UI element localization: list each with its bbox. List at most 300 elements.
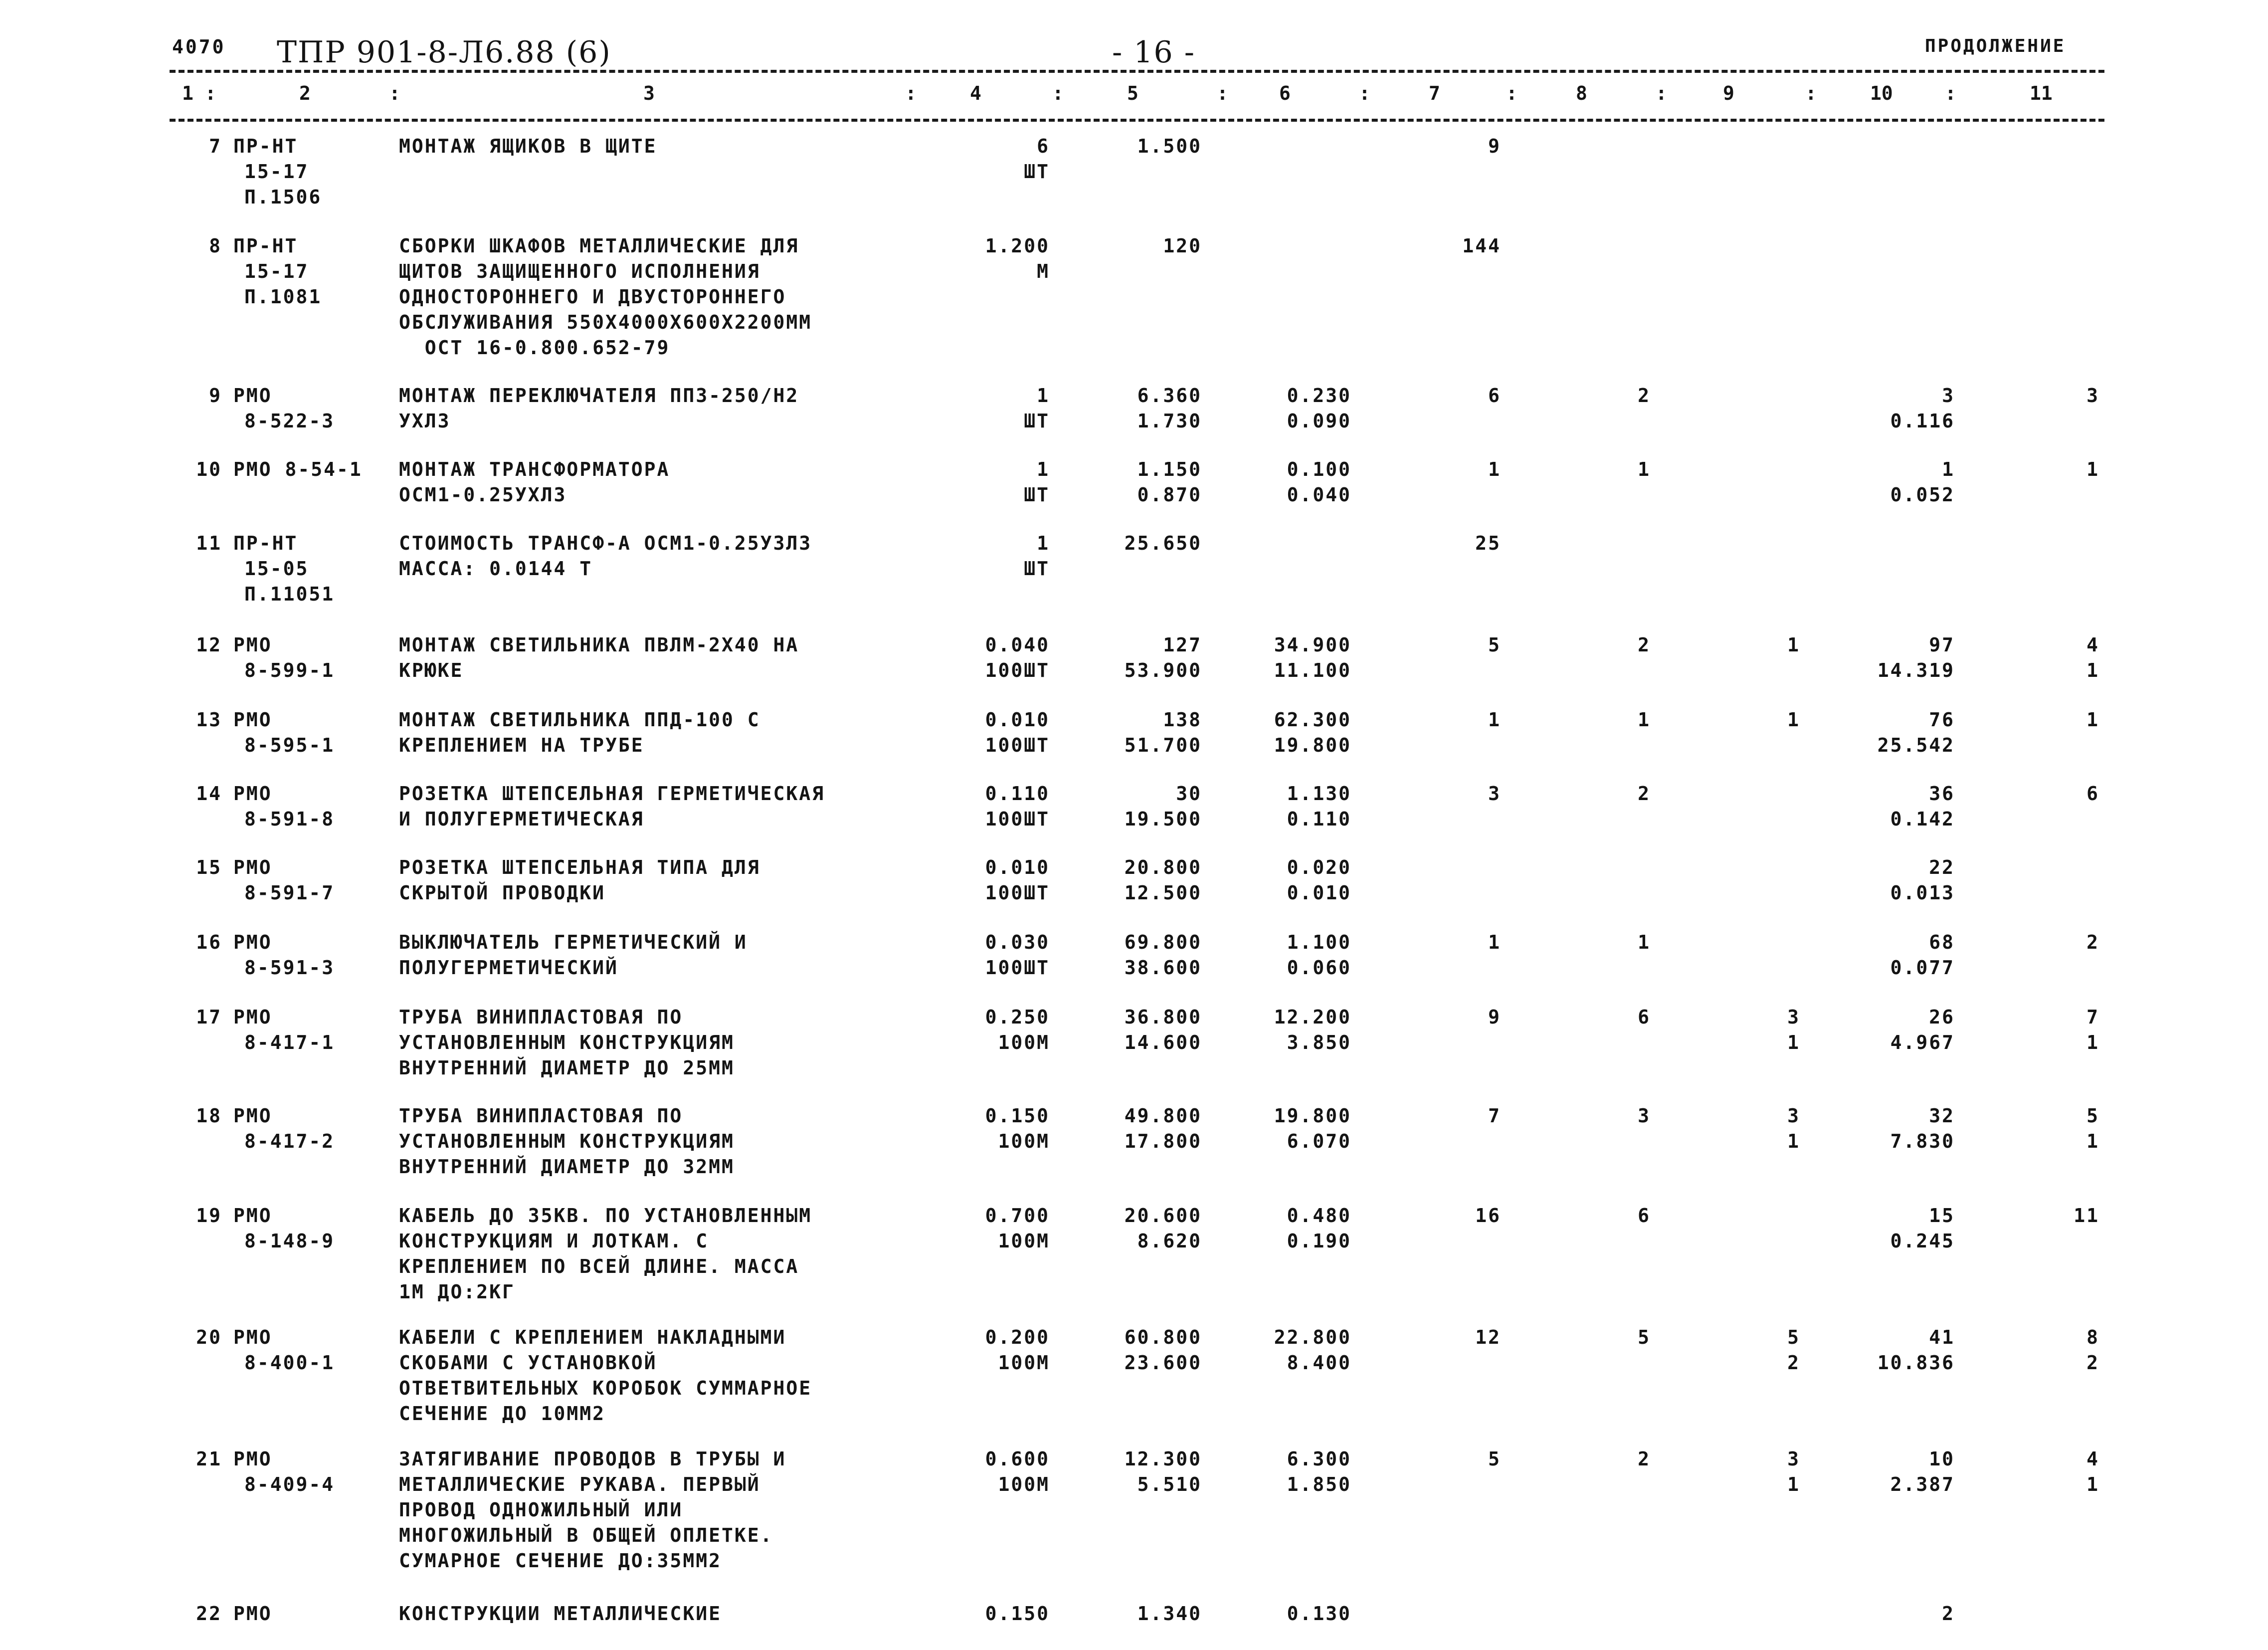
work-description — [399, 1325, 812, 1427]
col5-value-line: 127 — [1163, 634, 1202, 656]
work-description — [399, 134, 657, 159]
col5-value — [1125, 781, 1202, 832]
col6-value-line: 8.400 — [1287, 1352, 1351, 1374]
col8-value — [1638, 632, 1651, 658]
col6-value — [1287, 457, 1351, 508]
col6-value — [1287, 781, 1351, 832]
col6-value — [1287, 1446, 1351, 1497]
col8-value-line: 1 — [1638, 709, 1651, 731]
col5-value-line: 69.800 — [1124, 931, 1202, 953]
quantity-line: 100М — [998, 1130, 1050, 1152]
quantity — [985, 1203, 1050, 1254]
work-description — [399, 233, 812, 361]
col10-value-line: 97 — [1929, 634, 1955, 656]
column-header-9: 6 — [1279, 82, 1291, 104]
col5-value — [1125, 1325, 1202, 1376]
col5-value-line: 1.730 — [1137, 410, 1202, 432]
col10-value-line: 0.077 — [1890, 957, 1955, 979]
col5-value-line: 60.800 — [1124, 1326, 1202, 1348]
col8-value — [1638, 1005, 1651, 1030]
norm-code-line: РМО — [233, 1006, 272, 1028]
norm-code — [233, 632, 335, 683]
col7-value — [1488, 134, 1501, 159]
col5-value-line: 51.700 — [1124, 734, 1202, 756]
work-description-line: МОНТАЖ ТРАНСФОРМАТОРА — [399, 458, 670, 480]
col6-value — [1274, 1325, 1351, 1376]
header-rule-top — [170, 70, 2104, 73]
col5-value-line: 6.360 — [1137, 385, 1202, 407]
quantity — [1024, 457, 1050, 508]
work-description-line: ОСМ1-0.25УХЛ3 — [399, 484, 567, 506]
work-description-line: МОНТАЖ ПЕРЕКЛЮЧАТЕЛЯ ПП3-250/Н2 — [399, 385, 799, 407]
work-description — [399, 531, 812, 582]
col8-value-line: 2 — [1638, 634, 1651, 656]
norm-code-line: РМО — [233, 1326, 272, 1348]
work-description-line: КРЮКЕ — [399, 659, 464, 681]
col6-value — [1287, 1203, 1351, 1254]
col9-value-line: 2 — [1787, 1352, 1800, 1374]
col9-value — [1787, 1325, 1800, 1376]
col9-value — [1787, 1103, 1800, 1154]
quantity — [985, 930, 1050, 981]
quantity-line: 1.200 — [985, 235, 1050, 257]
col9-value — [1787, 632, 1800, 658]
work-description-line: ЩИТОВ ЗАЩИЩЕННОГО ИСПОЛНЕНИЯ — [399, 260, 760, 282]
work-description — [399, 930, 748, 981]
work-description — [399, 855, 760, 906]
row-number: 18 — [196, 1105, 222, 1127]
norm-code-line: П.1506 — [244, 186, 322, 208]
norm-code-line: 8-595-1 — [244, 734, 335, 756]
col7-value-line: 5 — [1488, 1448, 1501, 1470]
col6-value-line: 12.200 — [1274, 1006, 1351, 1028]
col7-value-line: 1 — [1488, 709, 1501, 731]
col10-value-line: 25.542 — [1877, 734, 1955, 756]
page-number: - 16 - — [1112, 35, 1196, 70]
column-header-14: : — [1656, 82, 1667, 104]
norm-code — [233, 457, 363, 482]
row-number: 19 — [196, 1205, 222, 1227]
quantity-line: 1 — [1037, 458, 1050, 480]
row-number: 8 — [209, 235, 222, 257]
norm-code — [233, 134, 322, 210]
col8-value — [1638, 707, 1651, 733]
work-description-line: КОНСТРУКЦИЯМ И ЛОТКАМ. С — [399, 1230, 709, 1252]
row-number: 20 — [196, 1326, 222, 1348]
col9-value-line: 1 — [1787, 1031, 1800, 1053]
norm-code-line: РМО — [233, 1603, 272, 1625]
norm-code-line: РМО 8-54-1 — [233, 458, 363, 480]
column-header-10: : — [1359, 82, 1370, 104]
col5-value — [1137, 457, 1202, 508]
norm-code-line: 8-591-8 — [244, 808, 335, 830]
col10-value-line: 15 — [1929, 1205, 1955, 1227]
col5-value-line: 23.600 — [1124, 1352, 1202, 1374]
col10-value-line: 0.142 — [1890, 808, 1955, 830]
col7-value — [1488, 632, 1501, 658]
col7-value-line: 5 — [1488, 634, 1501, 656]
norm-code-line: РМО — [233, 1205, 272, 1227]
column-header-13: 8 — [1576, 82, 1587, 104]
col6-value — [1287, 855, 1351, 906]
quantity-line: 0.700 — [985, 1205, 1050, 1227]
col10-value-line: 3 — [1942, 385, 1955, 407]
norm-code-line: 8-599-1 — [244, 659, 335, 681]
col8-value — [1638, 781, 1651, 807]
col7-value-line: 3 — [1488, 783, 1501, 805]
column-header-17: 10 — [1870, 82, 1893, 104]
norm-code — [233, 531, 335, 607]
norm-code — [233, 707, 335, 758]
column-header-0: 1 : — [182, 82, 216, 104]
col7-value-line: 1 — [1488, 458, 1501, 480]
col11-value — [2086, 781, 2099, 807]
work-description-line: 1М ДО:2КГ — [399, 1281, 515, 1303]
quantity — [985, 1446, 1050, 1497]
quantity-line: 0.040 — [985, 634, 1050, 656]
col9-value — [1787, 707, 1800, 733]
work-description-line: МОНТАЖ ЯЩИКОВ В ЩИТЕ — [399, 135, 657, 157]
col6-value-line: 22.800 — [1274, 1326, 1351, 1348]
col5-value-line: 12.500 — [1124, 882, 1202, 904]
col10-value — [1890, 457, 1955, 508]
col10-value-line: 32 — [1929, 1105, 1955, 1127]
col10-value-line: 68 — [1929, 931, 1955, 953]
norm-code-line: РМО — [233, 783, 272, 805]
quantity — [985, 855, 1050, 906]
quantity-line: М — [1037, 260, 1050, 282]
work-description-line: ВНУТРЕННИЙ ДИАМЕТР ДО 32ММ — [399, 1156, 735, 1178]
quantity-line: 100М — [998, 1473, 1050, 1495]
col11-value — [2086, 1446, 2099, 1497]
row-number: 17 — [196, 1006, 222, 1028]
col11-value-line: 1 — [2086, 458, 2099, 480]
column-header-3: 3 — [643, 82, 655, 104]
col6-value-line: 1.100 — [1287, 931, 1351, 953]
quantity-line: 0.250 — [985, 1006, 1050, 1028]
col11-value — [2086, 707, 2099, 733]
row-number: 14 — [196, 783, 222, 805]
col5-value-line: 120 — [1163, 235, 1202, 257]
norm-code — [233, 233, 322, 310]
col6-value-line: 1.130 — [1287, 783, 1351, 805]
col9-value-line: 5 — [1787, 1326, 1800, 1348]
quantity — [985, 781, 1050, 832]
quantity-line: 0.150 — [985, 1603, 1050, 1625]
col11-value-line: 2 — [2086, 931, 2099, 953]
col5-value-line: 1.150 — [1137, 458, 1202, 480]
col6-value-line: 0.110 — [1287, 808, 1351, 830]
col7-value — [1488, 457, 1501, 482]
col7-value-line: 7 — [1488, 1105, 1501, 1127]
col5-value — [1125, 1103, 1202, 1154]
col5-value-line: 20.800 — [1124, 856, 1202, 878]
col6-value-line: 0.130 — [1287, 1603, 1351, 1625]
quantity — [985, 632, 1050, 683]
work-description — [399, 1005, 735, 1081]
work-description-line: ВНУТРЕННИЙ ДИАМЕТР ДО 25ММ — [399, 1057, 735, 1079]
col6-value — [1274, 632, 1351, 683]
norm-code-line: 8-400-1 — [244, 1352, 335, 1374]
col5-value-line: 8.620 — [1137, 1230, 1202, 1252]
norm-code-line: П.1081 — [244, 286, 322, 308]
col5-value — [1125, 632, 1202, 683]
norm-code-line: РМО — [233, 1105, 272, 1127]
col5-value-line: 38.600 — [1124, 957, 1202, 979]
col10-value — [1878, 1325, 1955, 1376]
col10-value — [1890, 1446, 1955, 1497]
col6-value-line: 0.230 — [1287, 385, 1351, 407]
col10-value — [1890, 855, 1955, 906]
col7-value-line: 1 — [1488, 931, 1501, 953]
quantity-line: 0.150 — [985, 1105, 1050, 1127]
col5-value-line: 20.600 — [1124, 1205, 1202, 1227]
col9-value — [1787, 1446, 1800, 1497]
col7-value-line: 9 — [1488, 1006, 1501, 1028]
col10-value-line: 0.116 — [1890, 410, 1955, 432]
col7-value — [1488, 930, 1501, 955]
work-description-line: ЗАТЯГИВАНИЕ ПРОВОДОВ В ТРУБЫ И — [399, 1448, 786, 1470]
col11-value-line: 4 — [2086, 1448, 2099, 1470]
quantity-line: 100ШТ — [985, 659, 1050, 681]
col8-value — [1638, 1325, 1651, 1350]
col5-value — [1125, 855, 1202, 906]
quantity — [1024, 531, 1050, 582]
col11-value-line: 11 — [2074, 1205, 2099, 1227]
quantity-line: 0.200 — [985, 1326, 1050, 1348]
column-header-8: : — [1217, 82, 1228, 104]
quantity — [985, 1325, 1050, 1376]
col11-value — [2086, 1325, 2099, 1376]
header-rule-bottom — [170, 119, 2104, 122]
col6-value-line: 0.480 — [1287, 1205, 1351, 1227]
norm-code — [233, 781, 335, 832]
column-header-12: : — [1506, 82, 1517, 104]
work-description-line: РОЗЕТКА ШТЕПСЕЛЬНАЯ ГЕРМЕТИЧЕСКАЯ — [399, 783, 825, 805]
col11-value-line: 4 — [2086, 634, 2099, 656]
col10-value-line: 36 — [1929, 783, 1955, 805]
col5-value-line: 17.800 — [1124, 1130, 1202, 1152]
col5-value-line: 1.500 — [1137, 135, 1202, 157]
col10-value-line: 0.052 — [1890, 484, 1955, 506]
col7-value — [1462, 233, 1501, 259]
col11-value-line: 1 — [2086, 709, 2099, 731]
work-description-line: ОСТ 16-0.800.652-79 — [399, 337, 670, 359]
work-description — [399, 1601, 722, 1627]
col7-value — [1475, 1203, 1501, 1229]
col10-value-line: 0.013 — [1890, 882, 1955, 904]
work-description-line: УСТАНОВЛЕННЫМ КОНСТРУКЦИЯМ — [399, 1130, 735, 1152]
col9-value — [1787, 1005, 1800, 1055]
col6-value-line: 11.100 — [1274, 659, 1351, 681]
col5-value-line: 30 — [1176, 783, 1202, 805]
norm-code-line: ПР-НТ — [233, 235, 298, 257]
col5-value-line: 12.300 — [1124, 1448, 1202, 1470]
col5-value — [1137, 383, 1202, 434]
col9-value-line: 1 — [1787, 709, 1800, 731]
norm-code — [233, 1203, 335, 1254]
col5-value — [1137, 134, 1202, 159]
col8-value — [1638, 383, 1651, 409]
col6-value-line: 19.800 — [1274, 734, 1351, 756]
norm-code-line: П.11051 — [244, 583, 335, 605]
col5-value — [1125, 707, 1202, 758]
work-description-line: ТРУБА ВИНИПЛАСТОВАЯ ПО — [399, 1006, 683, 1028]
col11-value — [2074, 1203, 2099, 1229]
work-description-line: МОНТАЖ СВЕТИЛЬНИКА ПВЛМ-2Х40 НА — [399, 634, 799, 656]
quantity-line: 100ШТ — [985, 957, 1050, 979]
col5-value — [1125, 1005, 1202, 1055]
column-header-5: 4 — [970, 82, 981, 104]
col10-value — [1890, 1005, 1955, 1055]
work-description-line: МЕТАЛЛИЧЕСКИЕ РУКАВА. ПЕРВЫЙ — [399, 1473, 760, 1495]
col10-value-line: 10.836 — [1877, 1352, 1955, 1374]
row-number: 11 — [196, 532, 222, 554]
col7-value-line: 25 — [1475, 532, 1501, 554]
quantity-line: 100М — [998, 1031, 1050, 1053]
col7-value — [1488, 707, 1501, 733]
quantity-line: ШТ — [1024, 558, 1050, 580]
col10-value — [1942, 1601, 1955, 1627]
col10-value — [1890, 1103, 1955, 1154]
col5-value-line: 53.900 — [1124, 659, 1202, 681]
col10-value-line: 22 — [1929, 856, 1955, 878]
col5-value — [1125, 1446, 1202, 1497]
row-number: 21 — [196, 1448, 222, 1470]
work-description — [399, 781, 825, 832]
col5-value — [1163, 233, 1202, 259]
norm-code — [233, 1103, 335, 1154]
col7-value-line: 12 — [1475, 1326, 1501, 1348]
work-description-line: ПОЛУГЕРМЕТИЧЕСКИЙ — [399, 957, 618, 979]
work-description-line: УХЛ3 — [399, 410, 451, 432]
norm-code-line: РМО — [233, 931, 272, 953]
work-description-line: СКРЫТОЙ ПРОВОДКИ — [399, 882, 606, 904]
col6-value — [1287, 383, 1351, 434]
col7-value-line: 9 — [1488, 135, 1501, 157]
row-number: 16 — [196, 931, 222, 953]
col11-value — [2086, 457, 2099, 482]
col5-value-line: 0.870 — [1137, 484, 1202, 506]
row-number: 12 — [196, 634, 222, 656]
column-header-19: 11 — [2030, 82, 2053, 104]
norm-code-line: РМО — [233, 634, 272, 656]
col9-value-line: 1 — [1787, 1473, 1800, 1495]
norm-code-line: 8-591-3 — [244, 957, 335, 979]
quantity-line: 100М — [998, 1230, 1050, 1252]
row-number: 13 — [196, 709, 222, 731]
col11-value — [2086, 1103, 2099, 1154]
col10-value-line: 0.245 — [1890, 1230, 1955, 1252]
col7-value-line: 144 — [1462, 235, 1501, 257]
norm-code-line: 8-522-3 — [244, 410, 335, 432]
col6-value — [1287, 930, 1351, 981]
col11-value-line: 7 — [2086, 1006, 2099, 1028]
norm-code-line: ПР-НТ — [233, 135, 298, 157]
col11-value — [2086, 632, 2099, 683]
quantity-line: 0.110 — [985, 783, 1050, 805]
quantity-line: 1 — [1037, 385, 1050, 407]
work-description-line: МАССА: 0.0144 Т — [399, 558, 593, 580]
col6-value-line: 0.040 — [1287, 484, 1351, 506]
col6-value-line: 6.300 — [1287, 1448, 1351, 1470]
work-description-line: КАБЕЛИ С КРЕПЛЕНИЕМ НАКЛАДНЫМИ — [399, 1326, 786, 1348]
col5-value-line: 138 — [1163, 709, 1202, 731]
col11-value-line: 1 — [2086, 1031, 2099, 1053]
col8-value — [1638, 930, 1651, 955]
quantity — [985, 1103, 1050, 1154]
work-description — [399, 1203, 812, 1305]
work-description — [399, 707, 760, 758]
col8-value-line: 6 — [1638, 1205, 1651, 1227]
quantity-line: 1 — [1037, 532, 1050, 554]
col10-value-line: 2.387 — [1890, 1473, 1955, 1495]
col7-value-line: 6 — [1488, 385, 1501, 407]
col5-value-line: 19.500 — [1124, 808, 1202, 830]
work-description-line: УСТАНОВЛЕННЫМ КОНСТРУКЦИЯМ — [399, 1031, 735, 1053]
norm-code-line: РМО — [233, 385, 272, 407]
col8-value-line: 1 — [1638, 458, 1651, 480]
column-header-2: : — [389, 82, 400, 104]
quantity-line: ШТ — [1024, 161, 1050, 183]
col9-value-line: 1 — [1787, 1130, 1800, 1152]
norm-code — [233, 855, 335, 906]
column-header-11: 7 — [1429, 82, 1440, 104]
norm-code-line: 15-05 — [244, 558, 309, 580]
row-number: 15 — [196, 856, 222, 878]
col5-value-line: 14.600 — [1124, 1031, 1202, 1053]
col8-value — [1638, 457, 1651, 482]
norm-code-line: 15-17 — [244, 161, 309, 183]
column-header-15: 9 — [1723, 82, 1734, 104]
work-description-line: КРЕПЛЕНИЕМ НА ТРУБЕ — [399, 734, 644, 756]
col6-value-line: 0.060 — [1287, 957, 1351, 979]
work-description-line: КОНСТРУКЦИИ МЕТАЛЛИЧЕСКИЕ — [399, 1603, 722, 1625]
quantity-line: 100М — [998, 1352, 1050, 1374]
norm-code — [233, 1446, 335, 1497]
work-description-line: ОТВЕТВИТЕЛЬНЫХ КОРОБОК СУММАРНОЕ — [399, 1377, 812, 1399]
norm-code-line: РМО — [233, 709, 272, 731]
col10-value — [1890, 383, 1955, 434]
col9-value-line: 3 — [1787, 1448, 1800, 1470]
col10-value-line: 4.967 — [1890, 1031, 1955, 1053]
work-description-line: КРЕПЛЕНИЕМ ПО ВСЕЙ ДЛИНЕ. МАССА — [399, 1255, 799, 1277]
col6-value — [1274, 707, 1351, 758]
col5-value-line: 1.340 — [1137, 1603, 1202, 1625]
col6-value — [1287, 1601, 1351, 1627]
work-description-line: ПРОВОД ОДНОЖИЛЬНЫЙ ИЛИ — [399, 1499, 683, 1521]
col7-value — [1488, 781, 1501, 807]
row-number: 22 — [196, 1603, 222, 1625]
col11-value-line: 6 — [2086, 783, 2099, 805]
doc-number: 4070 — [172, 36, 226, 58]
doc-title: ТПР 901-8-Л6.88 (6) — [277, 35, 611, 70]
work-description-line: ОБСЛУЖИВАНИЯ 550Х4000Х600Х2200ММ — [399, 311, 812, 333]
col9-value-line: 1 — [1787, 634, 1800, 656]
col10-value-line: 7.830 — [1890, 1130, 1955, 1152]
col9-value-line: 3 — [1787, 1006, 1800, 1028]
col5-value-line: 36.800 — [1124, 1006, 1202, 1028]
work-description-line: ОДНОСТОРОННЕГО И ДВУСТОРОННЕГО — [399, 286, 786, 308]
col6-value-line: 0.100 — [1287, 458, 1351, 480]
col5-value — [1125, 1203, 1202, 1254]
col5-value — [1125, 531, 1202, 556]
norm-code-line: 8-417-2 — [244, 1130, 335, 1152]
norm-code-line: 8-417-1 — [244, 1031, 335, 1053]
col10-value-line: 2 — [1942, 1603, 1955, 1625]
col5-value-line: 49.800 — [1124, 1105, 1202, 1127]
norm-code-line: 8-591-7 — [244, 882, 335, 904]
